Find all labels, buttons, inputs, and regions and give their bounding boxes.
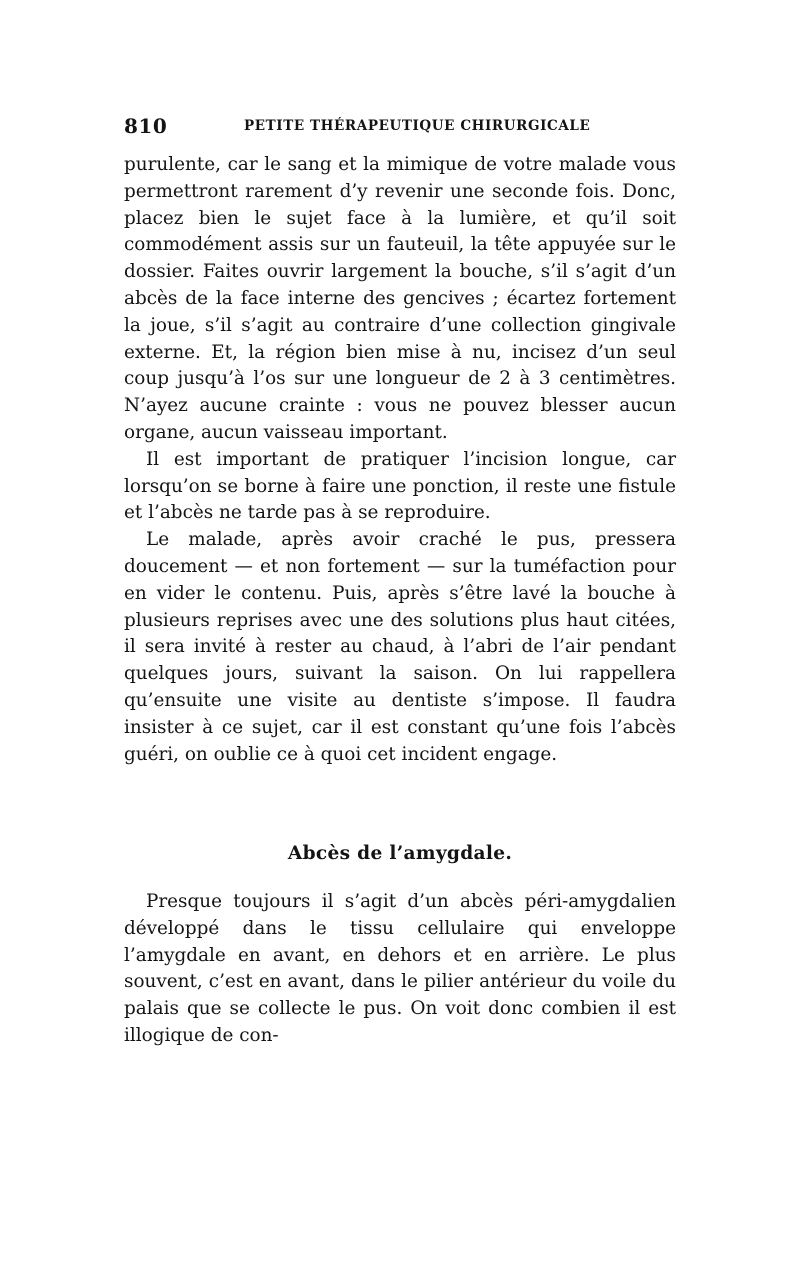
paragraph-continuation: purulente, car le sang et la mimique de votre malade vous permettront rarement d’y revenir une seconde fois. Donc, placez bien le sujet face à la lumière, et qu’il soit commodément assis sur un fauteuil, la tête appuyée sur le dossier. Faites ouvrir largement la bouche, s’il s’agit d’un abcès de la face interne des gencives ; écartez fortement la joue, s’il s’agit au contraire d’une collection gingivale externe. Et, la région bien mise à nu, incisez d’un seul coup jusqu’à l’os sur une longueur de 2 à 3 centimètres. N’ayez aucune crainte : vous ne pouvez blesser aucun organe, aucun vaisseau important.: [124, 154, 676, 443]
paragraph-incision: Il est important de pratiquer l’incision longue, car lorsqu’on se borne à faire une ponction, il reste une fistule et l’abcès ne tarde pas à se reproduire.: [124, 448, 676, 524]
page-number: 810: [124, 114, 168, 138]
paragraph-amygdala: Presque toujours il s’agit d’un abcès péri-amygdalien développé dans le tissu cellulaire qui enveloppe l’amygdale en avant, en dehors et en arrière. Le plus souvent, c’est en avant, dans le pilier antérieur du voile du palais que se collecte le pus. On voit donc combien il est illogique de con-: [124, 891, 676, 1046]
body-text-bottom: [124, 889, 676, 1050]
section-heading: Abcès de l’amygdale.: [287, 843, 513, 864]
paragraph-aftercare: Le malade, après avoir craché le pus, pressera doucement — et non fortement — sur la tuméfaction pour en vider le contenu. Puis, après s’être lavé la bouche à plusieurs reprises avec une des solutions plus haut citées, il sera invité à rester au chaud, à l’abri de l’air pendant quelques jours, suivant la saison. On lui rappellera qu’ensuite une visite au dentiste s’impose. Il faudra insister à ce sujet, car il est constant qu’une fois l’abcès guéri, on oublie ce à quoi cet incident engage.: [124, 529, 676, 765]
body-text-top: [124, 152, 676, 768]
running-title: PETITE THÉRAPEUTIQUE CHIRURGICALE: [244, 118, 591, 134]
page-header: [124, 114, 676, 138]
